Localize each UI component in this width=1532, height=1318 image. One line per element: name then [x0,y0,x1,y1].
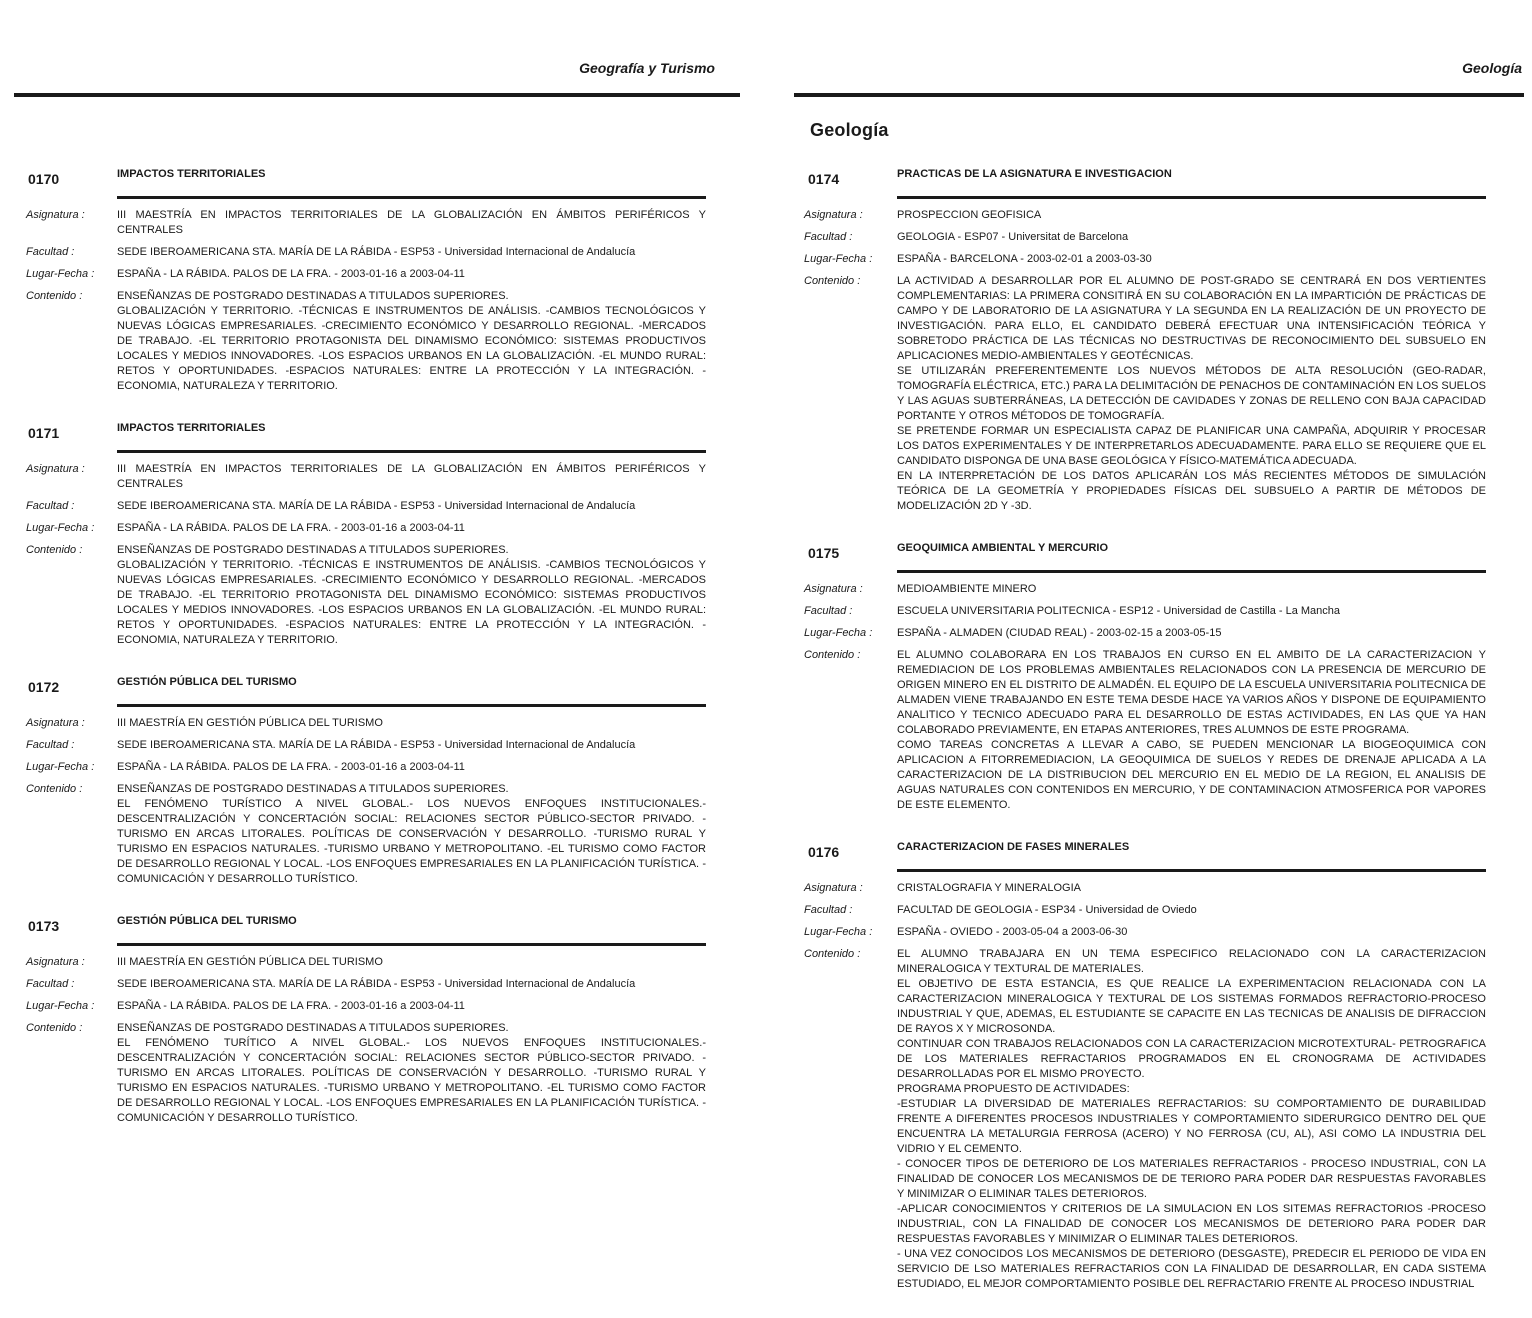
contenido-paragraph: EL ALUMNO TRABAJARA EN UN TEMA ESPECIFICO RELACIONADO CON LA CARACTERIZACION MINERALOGICA Y TEXTURAL DE MATERIALES. [897,948,1486,975]
contenido-paragraph: GLOBALIZACIÓN Y TERRITORIO. -TÉCNICAS E INSTRUMENTOS DE ANÁLISIS. -CAMBIOS TECNOLÓGICOS Y NUEVAS LÓGICAS EMPRESARIALES. -CRECIMIENTO ECONÓMICO Y DESARROLLO REGIONAL. -MERCADOS DE TRABAJO. -EL TERRITORIO PROTAGONISTA DEL DINAMISMO ECONÓMICO: SISTEMAS PRODUCTIVOS LOCALES Y MEDIOS INNOVADORES. -LOS ESPACIOS URBANOS EN LA GLOBALIZACIÓN. -EL MUNDO RURAL: RETOS Y OPORTUNIDADES. -ESPACIOS NATURALES: ENTRE LA PROTECCIÓN Y LA INTEGRACIÓN. -ECONOMIA, NATURALEZA Y TERRITORIO. [117,559,706,646]
field-label-contenido: Contenido : [26,783,83,795]
field-value-asignatura: III MAESTRÍA EN IMPACTOS TERRITORIALES DE LA GLOBALIZACIÓN EN ÁMBITOS PERIFÉRICOS Y CENTRALES [117,209,706,236]
entry-header [28,674,706,707]
entry-title: IMPACTOS TERRITORIALES [117,168,266,180]
field-label-facultad: Facultad : [26,246,75,258]
contenido-paragraph: SE PRETENDE FORMAR UN ESPECIALISTA CAPAZ DE PLANIFICAR UNA CAMPAÑA, ADQUIRIR Y PROCESAR LOS DATOS EXPERIMENTALES Y DE INTERPRETARLOS ADECUADAMENTE. PARA ELLO SE REQUIERE QUE EL CANDIDATO DISPONGA DE UNA BASE GEOLÓGICA Y FÍSICO-MATEMÁTICA ADECUADA. [897,425,1486,467]
field-value-lugar-fecha: ESPAÑA - LA RÁBIDA. PALOS DE LA FRA. - 2003-01-16 a 2003-04-11 [117,522,465,534]
entry-0171 [26,420,706,648]
field-contenido [804,648,1486,813]
entry-header [28,913,706,946]
entry-0174 [804,166,1486,514]
field-value-lugar-fecha: ESPAÑA - LA RÁBIDA. PALOS DE LA FRA. - 2003-01-16 a 2003-04-11 [117,1000,465,1012]
entry-title: GESTIÓN PÚBLICA DEL TURISMO [117,915,297,927]
field-contenido [26,543,706,648]
contenido-paragraph: COMO TAREAS CONCRETAS A LLEVAR A CABO, SE PUEDEN MENCIONAR LA BIOGEOQUIMICA CON APLICACION A FITORREMEDIACION, LA GEOQUIMICA DE SUELOS Y REDES DE DRENAJE APLICADA A LA CARACTERIZACION DE LA DISTRIBUCION DEL MERCURIO EN EL MEDIO DE LA REGION, EL ANALISIS DE AGUAS NATURALES CON CONTENIDOS EN MERCURIO, Y DE CONTAMINACION ATMOSFERICA POR VAPORES DE ESTE ELEMENTO. [897,739,1486,811]
field-contenido [804,947,1486,1292]
field-asignatura [26,955,706,970]
entry-number: 0171 [28,425,60,441]
entry-0173 [26,913,706,1126]
entry-number: 0174 [808,171,840,187]
contenido-paragraph: CONTINUAR CON TRABAJOS RELACIONADOS CON LA CARACTERIZACION MICROTEXTURAL- PETROGRAFICA DE LOS MATERIALES REFRACTARIOS PROGRAMADOS EN EL CRONOGRAMA DE ACTIVIDADES DESARROLLADAS POR EL MISMO PROYECTO. [897,1038,1486,1080]
contenido-paragraph: ENSEÑANZAS DE POSTGRADO DESTINADAS A TITULADOS SUPERIORES. [117,290,509,302]
contenido-paragraph: - CONOCER TIPOS DE DETERIORO DE LOS MATERIALES REFRACTARIOS - PROCESO INDUSTRIAL, CON LA FINALIDAD DE CONOCER LOS MECANISMOS DE DE TERIORO PARA PODER DAR RESPUESTAS FAVORABLES Y MINIMIZAR O ELIMINAR TALES DETERIOROS. [897,1158,1486,1200]
field-facultad [26,245,706,260]
field-value-lugar-fecha: ESPAÑA - BARCELONA - 2003-02-01 a 2003-03-30 [897,253,1152,265]
field-contenido [26,782,706,887]
field-facultad [804,903,1486,918]
entry-fields [804,582,1486,813]
contenido-paragraph: EL OBJETIVO DE ESTA ESTANCIA, ES QUE REALICE LA EXPERIMENTACION RELACIONADA CON LA CARACTERIZACION MINERALOGICA Y TEXTURAL DE LOS SISTEMAS FORMADOS REFRACTORIO-PROCESO INDUSTRIAL Y QUE, ADEMAS, EL ESTUDIANTE SE CAPACITE EN LAS TECNICAS DE ANALISIS DE DIFRACCION DE RAYOS X Y MICROSONDA. [897,978,1486,1035]
field-lugar-fecha [26,267,706,282]
field-label-facultad: Facultad : [804,231,853,243]
entry-number: 0170 [28,171,60,187]
field-value-contenido [117,782,706,887]
field-label-facultad: Facultad : [26,739,75,751]
field-label-contenido: Contenido : [26,1022,83,1034]
field-label-lugar-fecha: Lugar-Fecha : [804,253,873,265]
field-facultad [26,499,706,514]
field-value-asignatura: MEDIOAMBIENTE MINERO [897,583,1037,595]
field-value-contenido [117,289,706,394]
field-value-lugar-fecha: ESPAÑA - LA RÁBIDA. PALOS DE LA FRA. - 2003-01-16 a 2003-04-11 [117,268,465,280]
field-contenido [26,289,706,394]
field-value-asignatura: PROSPECCION GEOFISICA [897,209,1042,221]
field-asignatura [804,881,1486,896]
field-label-contenido: Contenido : [804,948,861,960]
entry-fields [26,462,706,648]
contenido-paragraph: LA ACTIVIDAD A DESARROLLAR POR EL ALUMNO DE POST-GRADO SE CENTRARÁ EN DOS VERTIENTES COMPLEMENTARIAS: LA PRIMERA CONSITIRÁ EN SU COLABORACIÓN EN LA IMPARTICIÓN DE PRÁCTICAS DE CAMPO Y DE LABORATORIO DE LA ASIGNATURA Y LA SEGUNDA EN LA REALIZACIÓN DE UN PROYECTO DE INVESTIGACIÓN. PARA ELLO, EL CANDIDATO DEBERÁ EFECTUAR UNA INTENSIFICACIÓN TEÓRICA Y SOBRETODO PRÁCTICA DE LAS TÉCNICAS NO DESTRUCTIVAS DE RECONOCIMIENTO DEL SUBSUELO EN APLICACIONES MEDIO-AMBIENTALES Y GEOTÉCNICAS. [897,275,1486,362]
field-value-contenido [117,543,706,648]
field-facultad [804,230,1486,245]
field-label-facultad: Facultad : [804,605,853,617]
field-label-lugar-fecha: Lugar-Fecha : [26,522,95,534]
entry-0170 [26,166,706,394]
field-asignatura [804,582,1486,597]
field-value-contenido [897,274,1486,514]
field-value-asignatura: CRISTALOGRAFIA Y MINERALOGIA [897,882,1081,894]
field-value-facultad: GEOLOGIA - ESP07 - Universitat de Barcelona [897,231,1129,243]
field-value-asignatura: III MAESTRÍA EN IMPACTOS TERRITORIALES DE LA GLOBALIZACIÓN EN ÁMBITOS PERIFÉRICOS Y CENTRALES [117,463,706,490]
field-label-asignatura: Asignatura : [26,209,85,221]
field-label-facultad: Facultad : [26,500,75,512]
entry-title: IMPACTOS TERRITORIALES [117,422,266,434]
entry-0172 [26,674,706,887]
field-value-contenido [117,1021,706,1126]
entry-number: 0176 [808,844,840,860]
field-label-asignatura: Asignatura : [26,956,85,968]
field-label-asignatura: Asignatura : [26,463,85,475]
contenido-paragraph: ENSEÑANZAS DE POSTGRADO DESTINADAS A TITULADOS SUPERIORES. [117,783,509,795]
field-value-facultad: ESCUELA UNIVERSITARIA POLITECNICA - ESP12 - Universidad de Castilla - La Mancha [897,605,1341,617]
entry-list-left [26,166,706,1152]
contenido-paragraph: SE UTILIZARÁN PREFERENTEMENTE LOS NUEVOS MÉTODOS DE ALTA RESOLUCIÓN (GEO-RADAR, TOMOGRAFÍA ELÉCTRICA, ETC.) PARA LA DELIMITACIÓN DE PENACHOS DE CONTAMINACIÓN EN LOS SUELOS Y LAS AGUAS SUBTERRÁNEAS, LA DETECCIÓN DE CAVIDADES Y ZONAS DE RELLENO CON BAJA CAPACIDAD PORTANTE Y OTROS MÉTODOS DE TOMOGRAFÍA. [897,365,1487,422]
entry-number: 0175 [808,545,840,561]
field-label-lugar-fecha: Lugar-Fecha : [804,627,873,639]
field-value-contenido [897,947,1486,1292]
entry-header [808,540,1486,573]
field-asignatura [26,716,706,731]
field-lugar-fecha [804,626,1486,641]
contenido-paragraph: EL FENÓMENO TURÍSTICO A NIVEL GLOBAL.- LOS NUEVOS ENFOQUES INSTITUCIONALES.- DESCENTRALIZACIÓN Y CONCERTACIÓN SOCIAL: RELACIONES SECTOR PÚBLICO-SECTOR PRIVADO. -TURISMO EN ARCAS LITORALES. POLÍTICAS DE CONSERVACIÓN Y DESARROLLO. -TURISMO RURAL Y TURISMO EN ESPACIOS NATURALES. -TURISMO URBANO Y METROPOLITANO. -EL TURISMO COMO FACTOR DE DESARROLLO REGIONAL Y LOCAL. -LOS ENFOQUES EMPRESARIALES EN LA PLANIFICACIÓN TURÍSTICA. -COMUNICACIÓN Y DESARROLLO TURÍSTICO. [117,798,706,885]
contenido-paragraph: ENSEÑANZAS DE POSTGRADO DESTINADAS A TITULADOS SUPERIORES. [117,544,509,556]
field-value-facultad: SEDE IBEROAMERICANA STA. MARÍA DE LA RÁBIDA - ESP53 - Universidad Internacional de Andalucía [117,500,636,512]
field-label-lugar-fecha: Lugar-Fecha : [26,1000,95,1012]
running-head-right: Geología [1462,60,1522,76]
entry-title: PRACTICAS DE LA ASIGNATURA E INVESTIGACION [897,168,1172,180]
contenido-paragraph: -APLICAR CONOCIMIENTOS Y CRITERIOS DE LA SIMULACION EN LOS SITEMAS REFRACTORIOS -PROCESO INDUSTRIAL, CON LA FINALIDAD DE CONOCER LOS MECANISMOS DE DETERIORO PARA PODER DAR RESPUESTAS FAVORABLES Y MINIMIZAR O ELIMINAR TALES DETERIOROS. [897,1203,1486,1245]
field-facultad [26,977,706,992]
field-value-lugar-fecha: ESPAÑA - LA RÁBIDA. PALOS DE LA FRA. - 2003-01-16 a 2003-04-11 [117,761,465,773]
field-label-contenido: Contenido : [804,275,861,287]
contenido-paragraph: -ESTUDIAR LA DIVERSIDAD DE MATERIALES REFRACTARIOS: SU COMPORTAMIENTO DE DURABILIDAD FRENTE A DIFERENTES PROCESOS INDUSTRIALES Y COMPORTAMIENTO SIDERURGICO DENTRO DEL QUE ENCUENTRA LA METALURGIA FERROSA (ACERO) Y NO FERROSA (CU, AL), ASI COMO LA INDUSTRIA DEL VIDRIO Y EL CEMENTO. [897,1098,1486,1155]
contenido-paragraph: ENSEÑANZAS DE POSTGRADO DESTINADAS A TITULADOS SUPERIORES. [117,1022,509,1034]
entry-header [808,839,1486,872]
field-value-lugar-fecha: ESPAÑA - ALMADEN (CIUDAD REAL) - 2003-02-15 a 2003-05-15 [897,627,1222,639]
entry-0176 [804,839,1486,1292]
field-asignatura [26,208,706,238]
field-label-lugar-fecha: Lugar-Fecha : [804,926,873,938]
entry-header [28,420,706,453]
field-label-facultad: Facultad : [26,978,75,990]
field-label-asignatura: Asignatura : [804,882,863,894]
field-value-contenido [897,648,1486,813]
contenido-paragraph: GLOBALIZACIÓN Y TERRITORIO. -TÉCNICAS E INSTRUMENTOS DE ANÁLISIS. -CAMBIOS TECNOLÓGICOS Y NUEVAS LÓGICAS EMPRESARIALES. -CRECIMIENTO ECONÓMICO Y DESARROLLO REGIONAL. -MERCADOS DE TRABAJO. -EL TERRITORIO PROTAGONISTA DEL DINAMISMO ECONÓMICO: SISTEMAS PRODUCTIVOS LOCALES Y MEDIOS INNOVADORES. -LOS ESPACIOS URBANOS EN LA GLOBALIZACIÓN. -EL MUNDO RURAL: RETOS Y OPORTUNIDADES. -ESPACIOS NATURALES: ENTRE LA PROTECCIÓN Y LA INTEGRACIÓN. -ECONOMIA, NATURALEZA Y TERRITORIO. [117,305,706,392]
field-value-facultad: SEDE IBEROAMERICANA STA. MARÍA DE LA RÁBIDA - ESP53 - Universidad Internacional de Andalucía [117,739,636,751]
field-facultad [804,604,1486,619]
section-title: Geología [810,120,889,140]
running-head-left: Geografía y Turismo [579,60,715,76]
entry-fields [804,881,1486,1292]
field-value-facultad: FACULTAD DE GEOLOGIA - ESP34 - Universidad de Oviedo [897,904,1197,916]
field-value-facultad: SEDE IBEROAMERICANA STA. MARÍA DE LA RÁBIDA - ESP53 - Universidad Internacional de Andalucía [117,246,636,258]
field-value-asignatura: III MAESTRÍA EN GESTIÓN PÚBLICA DEL TURISMO [117,717,383,729]
field-value-facultad: SEDE IBEROAMERICANA STA. MARÍA DE LA RÁBIDA - ESP53 - Universidad Internacional de Andalucía [117,978,636,990]
field-contenido [804,274,1486,514]
entry-title: CARACTERIZACION DE FASES MINERALES [897,841,1130,853]
field-value-lugar-fecha: ESPAÑA - OVIEDO - 2003-05-04 a 2003-06-30 [897,926,1128,938]
contenido-paragraph: EL ALUMNO COLABORARA EN LOS TRABAJOS EN CURSO EN EL AMBITO DE LA CARACTERIZACION Y REMEDIACION DE LOS PROBLEMAS AMBIENTALES RELACIONADOS CON LA PRESENCIA DE MERCURIO DE ORIGEN MINERO EN EL DISTRITO DE ALMADÉN. EL EQUIPO DE LA ESCUELA UNIVERSITARIA POLITECNICA DE ALMADEN VIENE TRABAJANDO EN ESTE TEMA DESDE HACE YA VARIOS AÑOS Y DISPONE DE EQUIPAMIENTO ANALITICO Y TECNICO ADECUADO PARA EL DESARROLLO DE ESTAS ACTIVIDADES, EN LAS QUE YA HAN COLABORADO PREVIAMENTE, EN ETAPAS ANTERIORES, TRES ALUMNOS DE ESTE PROGRAMA. [897,649,1486,736]
entry-list-right [804,166,1486,1318]
field-lugar-fecha [804,252,1486,267]
field-lugar-fecha [26,760,706,775]
field-label-contenido: Contenido : [26,290,83,302]
field-label-contenido: Contenido : [26,544,83,556]
field-label-contenido: Contenido : [804,649,861,661]
field-label-facultad: Facultad : [804,904,853,916]
field-lugar-fecha [26,999,706,1014]
contenido-paragraph: - UNA VEZ CONOCIDOS LOS MECANISMOS DE DETERIORO (DESGASTE), PREDECIR EL PERIODO DE VIDA EN SERVICIO DE LSO MATERIALES REFRACTARIOS CON LA FINALIDAD DE DESARROLLAR, EN CADA SISTEMA ESTUDIADO, EL MEJOR COMPORTAMIENTO POSIBLE DEL REFRACTARIO FRENTE AL PROCESO INDUSTRIAL [897,1248,1486,1290]
field-label-lugar-fecha: Lugar-Fecha : [26,268,95,280]
field-lugar-fecha [804,925,1486,940]
field-value-asignatura: III MAESTRÍA EN GESTIÓN PÚBLICA DEL TURISMO [117,956,383,968]
entry-title: GESTIÓN PÚBLICA DEL TURISMO [117,676,297,688]
contenido-paragraph: EN LA INTERPRETACIÓN DE LOS DATOS APLICARÁN LOS MÁS RECIENTES MÉTODOS DE SIMULACIÓN TEÓRICA DE LA GEOMETRÍA Y PROPIEDADES FÍSICAS DEL SUBSUELO A PARTIR DE MÉTODOS DE MODELIZACIÓN 2D Y -3D. [897,470,1486,512]
entry-title: GEOQUIMICA AMBIENTAL Y MERCURIO [897,542,1109,554]
contenido-paragraph: PROGRAMA PROPUESTO DE ACTIVIDADES: [897,1083,1130,1095]
field-label-asignatura: Asignatura : [26,717,85,729]
entry-number: 0173 [28,918,60,934]
field-lugar-fecha [26,521,706,536]
entry-number: 0172 [28,679,60,695]
field-asignatura [26,462,706,492]
field-label-asignatura: Asignatura : [804,209,863,221]
header-rule-left [14,93,740,97]
field-facultad [26,738,706,753]
entry-header [28,166,706,199]
entry-0175 [804,540,1486,813]
field-asignatura [804,208,1486,223]
contenido-paragraph: EL FENÓMENO TURÍTICO A NIVEL GLOBAL.- LOS NUEVOS ENFOQUES INSTITUCIONALES.- DESCENTRALIZACIÓN Y CONCERTACIÓN SOCIAL: RELACIONES SECTOR PÚBLICO-SECTOR PRIVADO. -TURISMO EN ARCAS LITORALES. POLÍTICAS DE CONSERVACIÓN Y DESARROLLO. -TURISMO RURAL Y TURISMO EN ESPACIOS NATURALES. -TURISMO URBANO Y METROPOLITANO. -EL TURISMO COMO FACTOR DE DESARROLLO REGIONAL Y LOCAL. -LOS ENFOQUES EMPRESARIALES EN LA PLANIFICACIÓN TURÍSTICA. -COMUNICACIÓN Y DESARROLLO TURÍSTICO. [117,1037,706,1124]
header-rule-right [794,93,1524,97]
field-contenido [26,1021,706,1126]
field-label-lugar-fecha: Lugar-Fecha : [26,761,95,773]
field-label-asignatura: Asignatura : [804,583,863,595]
entry-fields [26,716,706,887]
entry-fields [804,208,1486,514]
entry-fields [26,208,706,394]
entry-fields [26,955,706,1126]
entry-header [808,166,1486,199]
